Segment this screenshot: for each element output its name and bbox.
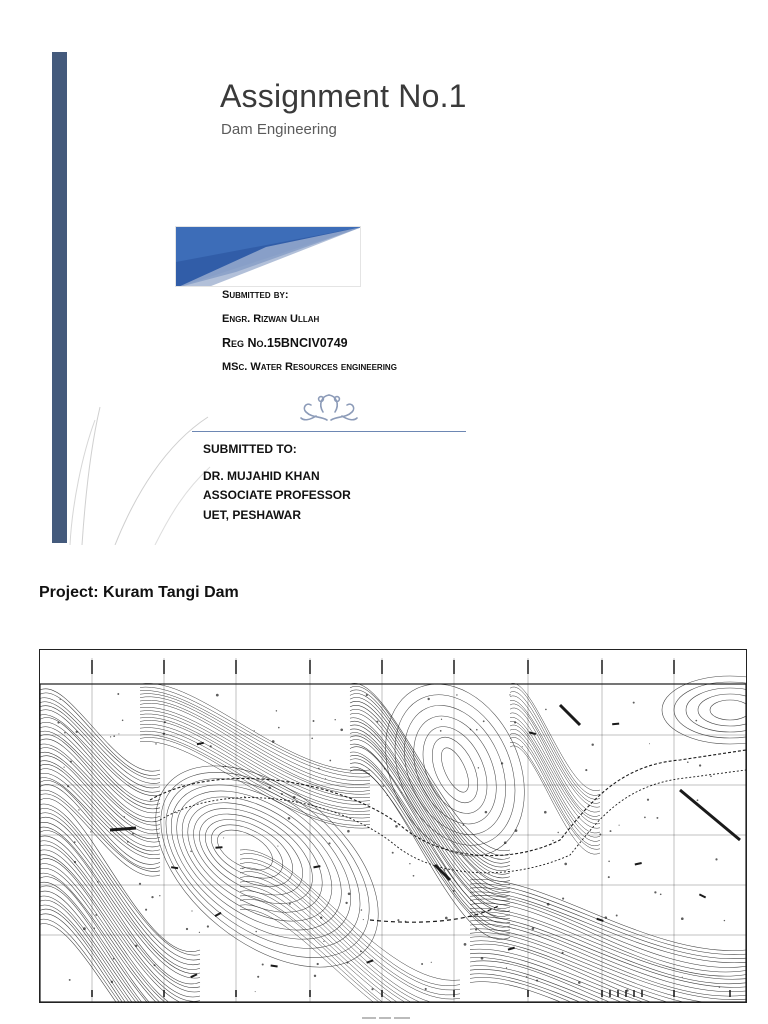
contour-line (140, 691, 370, 778)
contour-line (470, 937, 746, 1002)
contour-line (40, 882, 200, 1002)
survey-point (190, 851, 192, 853)
contour-line (470, 908, 746, 979)
survey-point (591, 743, 593, 745)
survey-point (63, 766, 64, 767)
survey-point (654, 891, 656, 893)
contour-line (40, 896, 200, 1002)
banner-graphic (175, 226, 361, 287)
survey-point (616, 915, 618, 917)
contour-ring (436, 744, 474, 796)
bottom-tick (235, 990, 237, 997)
fault-marker (560, 705, 580, 725)
contour-line (510, 708, 600, 817)
survey-point (544, 811, 547, 814)
survey-point (478, 767, 479, 768)
contour-line (40, 822, 200, 973)
contour-line (140, 697, 370, 785)
contour-line (350, 747, 510, 917)
survey-point (619, 825, 620, 826)
bottom-tick (527, 990, 529, 997)
fault-marker (680, 790, 740, 840)
contour-line (40, 877, 200, 1002)
survey-point (456, 694, 457, 695)
survey-point (387, 795, 388, 796)
survey-point (57, 722, 59, 724)
survey-point (94, 927, 96, 929)
bottom-tick (453, 990, 455, 997)
contour-line (140, 711, 370, 798)
grid-tick (601, 660, 603, 674)
contour-line (140, 731, 370, 818)
survey-point (317, 963, 319, 965)
survey-point (347, 962, 349, 964)
survey-point (557, 832, 558, 833)
submitted-to-heading: SUBMITTED TO: (203, 442, 297, 456)
survey-point (164, 721, 166, 723)
fault-marker (110, 828, 136, 830)
survey-point (145, 909, 147, 911)
strike-dip-symbol (366, 959, 373, 963)
contour-line (510, 737, 600, 845)
institution-name: UET, PESHAWAR (203, 507, 302, 522)
survey-point (186, 928, 188, 930)
survey-point (536, 980, 538, 982)
contour-line (240, 905, 460, 1002)
survey-point (278, 727, 280, 729)
contour-line (350, 736, 510, 905)
survey-point (124, 816, 126, 818)
survey-point (277, 846, 278, 847)
survey-point (348, 892, 351, 895)
submitted-by-heading: Submitted by: (222, 289, 289, 301)
strike-dip-symbol (171, 866, 178, 869)
contour-line (470, 949, 746, 1002)
project-heading: Project: Kuram Tangi Dam (39, 584, 239, 601)
strike-dip-symbol (596, 918, 603, 922)
survey-point (397, 919, 399, 921)
contour-line (470, 982, 746, 1002)
contour-line (240, 876, 460, 1002)
survey-point (151, 896, 153, 898)
contour-line (240, 909, 460, 1002)
survey-point (682, 977, 683, 978)
contour-ring (211, 822, 279, 878)
survey-point (710, 775, 712, 777)
contour-line (350, 701, 510, 871)
contour-line (510, 700, 600, 807)
contour-ring (359, 661, 551, 878)
grid-tick (453, 660, 455, 674)
survey-point (545, 709, 547, 711)
contour-line (140, 714, 370, 801)
survey-point (522, 746, 523, 747)
survey-point (329, 760, 331, 762)
contour-ring (202, 814, 291, 889)
survey-point (504, 841, 507, 844)
survey-point (481, 957, 484, 960)
survey-point (118, 733, 119, 734)
survey-point (67, 785, 69, 787)
strike-dip-symbol (215, 912, 222, 917)
supervisor-name: DR. MUJAHID KHAN (203, 468, 320, 483)
submitter-name: Engr. Rizwan Ullah (222, 313, 320, 325)
bottom-tick (601, 990, 603, 997)
contour-line (350, 752, 510, 919)
survey-point (242, 868, 243, 869)
survey-point (514, 721, 516, 723)
survey-point (139, 883, 141, 885)
contour-line (40, 715, 160, 796)
contour-line (40, 914, 200, 1002)
survey-point (70, 761, 72, 763)
survey-point (113, 958, 115, 960)
strike-dip-symbol (190, 973, 197, 978)
survey-point (413, 875, 415, 877)
survey-point (687, 761, 689, 763)
survey-point (644, 817, 646, 819)
survey-point (210, 745, 212, 747)
bottom-tick (609, 990, 611, 997)
survey-point (656, 817, 658, 819)
submitted-to-block (203, 441, 351, 526)
contour-line (470, 966, 746, 1002)
contour-line (240, 896, 460, 1002)
survey-point (506, 967, 507, 968)
survey-point (289, 903, 291, 905)
bottom-tick (625, 990, 627, 997)
survey-point (427, 698, 429, 700)
contour-line (40, 706, 160, 788)
survey-point (660, 893, 662, 895)
contour-line (40, 798, 200, 951)
bottom-tick (729, 990, 731, 997)
survey-point (462, 824, 464, 826)
survey-point (475, 928, 477, 930)
survey-point (132, 833, 134, 835)
survey-point (405, 921, 407, 923)
contour-line (350, 732, 510, 900)
contour-ring (698, 694, 746, 726)
survey-point (371, 988, 373, 990)
registration-number: Reg No.15BNCIV0749 (222, 336, 348, 350)
survey-point (509, 694, 510, 695)
contour-ring (423, 730, 487, 810)
survey-point (122, 720, 124, 722)
divider-rule (192, 431, 466, 432)
survey-point (453, 890, 455, 892)
survey-point (724, 920, 725, 921)
bottom-tick (641, 990, 643, 997)
contour-line (40, 689, 160, 771)
survey-point (320, 917, 322, 919)
survey-point (363, 919, 364, 920)
strike-dip-symbol (612, 723, 619, 726)
survey-point (69, 979, 71, 981)
survey-point (431, 962, 432, 963)
survey-point (135, 945, 137, 947)
contour-line (240, 886, 460, 1002)
contour-ring (662, 676, 746, 744)
contour-line (40, 905, 200, 1002)
survey-point (649, 743, 650, 744)
survey-point (392, 852, 394, 854)
strike-dip-symbol (271, 965, 278, 968)
survey-point (361, 909, 363, 911)
survey-point (181, 784, 182, 785)
survey-point (421, 963, 423, 965)
assignment-title: Assignment No.1 (220, 78, 467, 114)
survey-point (110, 736, 111, 737)
survey-point (325, 778, 326, 779)
contour-ring (135, 744, 391, 982)
survey-point (376, 721, 378, 723)
grid-tick (235, 660, 237, 674)
survey-point (64, 732, 66, 734)
survey-point (216, 694, 219, 697)
contour-line (40, 924, 200, 1002)
survey-point (578, 981, 581, 984)
survey-point (464, 943, 467, 946)
survey-point (268, 787, 271, 790)
survey-point (254, 730, 255, 731)
survey-point (257, 976, 259, 978)
survey-point (401, 792, 402, 793)
survey-point (60, 699, 61, 700)
contour-line (40, 817, 200, 970)
submitted-by-block (222, 287, 397, 383)
bottom-tick (673, 990, 675, 997)
survey-point (444, 869, 446, 871)
survey-point (97, 881, 99, 883)
survey-point (547, 903, 550, 906)
contour-line (40, 778, 160, 859)
grid-tick (309, 660, 311, 674)
survey-point (244, 796, 245, 797)
survey-point (633, 702, 635, 704)
grid-tick (163, 660, 165, 674)
bottom-tick (633, 990, 635, 997)
survey-point (111, 981, 113, 983)
survey-point (328, 842, 330, 844)
survey-point (366, 694, 368, 696)
survey-point (225, 766, 226, 767)
bottom-tick (309, 990, 311, 997)
contour-ring (710, 700, 746, 720)
survey-point (695, 720, 697, 722)
bottom-tick (381, 990, 383, 997)
survey-point (697, 799, 699, 801)
grid-tick (91, 660, 93, 674)
survey-point (564, 863, 567, 866)
bottom-tick (91, 990, 93, 997)
survey-point (340, 728, 343, 731)
survey-point (719, 986, 720, 987)
survey-point (384, 768, 386, 770)
survey-point (501, 762, 503, 764)
survey-point (476, 729, 478, 731)
strike-dip-symbol (529, 731, 536, 735)
survey-point (440, 730, 442, 732)
contour-line (140, 707, 370, 794)
survey-point (293, 796, 296, 799)
survey-point (117, 693, 119, 695)
survey-point (255, 931, 257, 933)
survey-point (288, 817, 291, 820)
survey-point (311, 737, 313, 739)
survey-point (445, 917, 448, 920)
survey-point (223, 766, 224, 767)
supervisor-designation: ASSOCIATE PROFESSOR (203, 488, 351, 502)
survey-point (441, 719, 442, 720)
survey-point (552, 840, 553, 841)
survey-point (262, 963, 264, 965)
survey-point (608, 861, 610, 863)
survey-point (191, 910, 192, 911)
course-subtitle: Dam Engineering (221, 121, 337, 138)
contour-line (40, 830, 200, 984)
survey-point (345, 902, 347, 904)
survey-point (715, 858, 717, 860)
survey-point (323, 941, 324, 942)
bottom-tick (617, 990, 619, 997)
survey-point (515, 829, 518, 832)
survey-point (526, 976, 528, 978)
survey-point (610, 830, 612, 832)
survey-point (314, 975, 316, 977)
survey-point (599, 834, 601, 836)
survey-point (272, 740, 275, 743)
survey-point (360, 951, 362, 953)
survey-point (681, 917, 684, 920)
survey-point (127, 841, 129, 843)
contour-line (510, 729, 600, 837)
contour-line (40, 850, 200, 1002)
survey-point (425, 988, 427, 990)
degree-program: MSc. Water Resources engineering (222, 361, 397, 373)
survey-point (255, 991, 256, 992)
survey-point (483, 720, 485, 722)
survey-point (74, 841, 76, 843)
survey-point (78, 809, 79, 810)
topographic-map (39, 649, 747, 1003)
survey-point (585, 769, 587, 771)
survey-point (223, 837, 224, 838)
survey-point (83, 927, 86, 930)
contour-line (470, 932, 746, 1002)
survey-point (163, 733, 165, 735)
contour-line (40, 693, 160, 776)
ornament-icon (298, 390, 360, 424)
contour-line (510, 721, 600, 828)
survey-point (176, 812, 177, 813)
fault-marker (435, 865, 450, 880)
contour-line (140, 687, 370, 774)
survey-point (395, 825, 398, 828)
survey-point (95, 914, 97, 916)
survey-point (608, 876, 610, 878)
strike-dip-symbol (635, 862, 642, 865)
strike-dip-symbol (215, 846, 222, 849)
survey-point (154, 964, 156, 966)
grid-tick (673, 660, 675, 674)
survey-point (562, 898, 564, 900)
grid-tick (381, 660, 383, 674)
survey-point (155, 743, 157, 745)
survey-point (281, 793, 283, 795)
survey-point (318, 768, 320, 770)
contour-line (510, 683, 600, 790)
contour-line (470, 974, 746, 1002)
survey-point (74, 861, 76, 863)
contour-map-figure (40, 650, 746, 1002)
survey-point (409, 863, 410, 864)
survey-point (335, 719, 336, 720)
survey-point (699, 764, 701, 766)
bottom-tick (163, 990, 165, 997)
survey-point (383, 785, 384, 786)
survey-point (485, 811, 488, 814)
survey-point (647, 799, 649, 801)
contour-line (470, 903, 746, 976)
survey-point (90, 831, 91, 832)
survey-point (605, 916, 608, 919)
survey-point (347, 830, 350, 833)
survey-point (159, 895, 160, 896)
contour-line (140, 700, 370, 788)
survey-point (199, 932, 200, 933)
strike-dip-symbol (699, 894, 706, 899)
survey-point (207, 925, 209, 927)
decorative-curves (60, 395, 220, 545)
grid-tick (527, 660, 529, 674)
contour-ring (185, 797, 316, 911)
survey-point (532, 927, 535, 930)
survey-point (76, 731, 78, 733)
survey-point (470, 729, 471, 730)
contour-line (40, 813, 200, 965)
contour-line (240, 858, 460, 990)
survey-point (313, 720, 315, 722)
figure-caption-mark (362, 1015, 412, 1021)
survey-point (113, 735, 115, 737)
survey-point (562, 952, 564, 954)
survey-point (276, 710, 277, 711)
